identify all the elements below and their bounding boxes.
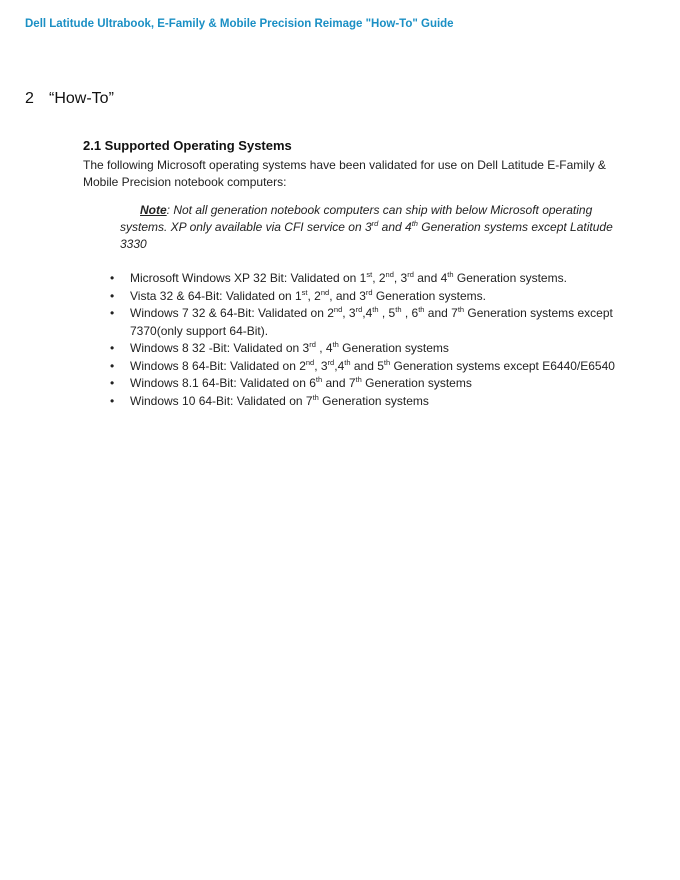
ordinal-superscript: nd bbox=[305, 357, 315, 367]
note-paragraph bbox=[120, 202, 640, 253]
os-item-text: Vista 32 & 64-Bit: Validated on 1 bbox=[130, 288, 302, 303]
chapter-title: “How-To” bbox=[49, 90, 114, 107]
os-item-text: Generation systems. bbox=[372, 288, 486, 303]
ordinal-superscript: th bbox=[312, 392, 319, 402]
note-text: Generation systems except Latitude 3330 bbox=[120, 220, 613, 251]
os-item-text: and 7 bbox=[322, 376, 356, 390]
os-item-text: Windows 10 64-Bit: Validated on 7 bbox=[130, 393, 313, 408]
section-intro: The following Microsoft operating systems have been validated for use on Dell Latitude E-Family & Mobile Precision notebook computers: bbox=[83, 158, 606, 189]
os-item-text: Generation systems except E6440/E6540 bbox=[390, 358, 615, 373]
bullet-icon: • bbox=[110, 271, 115, 285]
os-item-text: , 5 bbox=[378, 306, 396, 320]
ordinal-superscript: rd bbox=[355, 305, 363, 314]
ordinal-superscript: rd bbox=[407, 270, 414, 279]
supported-os-list bbox=[108, 270, 648, 410]
note-superscript: th bbox=[411, 219, 418, 228]
note-superscript: rd bbox=[371, 219, 379, 228]
ordinal-superscript: rd bbox=[327, 357, 335, 367]
os-item-text: , 3 bbox=[342, 306, 356, 320]
os-item-text: , 3 bbox=[314, 358, 328, 373]
ordinal-superscript: th bbox=[355, 375, 362, 384]
os-item-text: , 2 bbox=[372, 271, 386, 285]
ordinal-superscript: th bbox=[344, 357, 351, 367]
os-item-text: Generation systems except 7370(only support 64-Bit). bbox=[130, 306, 613, 338]
os-list-item bbox=[108, 288, 648, 306]
os-list-item bbox=[108, 270, 648, 288]
os-item-text: Windows 8 32 -Bit: Validated on 3 bbox=[130, 341, 310, 355]
ordinal-superscript: rd bbox=[365, 287, 373, 297]
ordinal-superscript: th bbox=[372, 305, 379, 314]
os-item-text: , 3 bbox=[393, 271, 408, 285]
bullet-icon: • bbox=[110, 306, 115, 320]
ordinal-superscript: th bbox=[447, 270, 454, 279]
os-item-text: , 6 bbox=[401, 306, 419, 320]
os-item-text: , and 3 bbox=[329, 288, 366, 303]
document-header-title: Dell Latitude Ultrabook, E-Family & Mobile Precision Reimage "How-To" Guide bbox=[25, 18, 454, 30]
os-item-text: , 2 bbox=[307, 288, 321, 303]
ordinal-superscript: st bbox=[301, 287, 308, 297]
chapter-number: 2 bbox=[25, 90, 34, 107]
note-label: Note bbox=[140, 203, 167, 217]
os-item-text: and 7 bbox=[424, 306, 458, 320]
ordinal-superscript: th bbox=[418, 305, 425, 314]
note-text: and 4 bbox=[378, 220, 412, 234]
bullet-icon: • bbox=[110, 358, 115, 373]
ordinal-superscript: th bbox=[315, 375, 323, 384]
bullet-icon: • bbox=[110, 376, 115, 390]
os-item-text: Generation systems. bbox=[453, 271, 567, 285]
os-item-text: Generation systems bbox=[338, 341, 449, 355]
ordinal-superscript: th bbox=[395, 305, 402, 314]
ordinal-superscript: st bbox=[366, 270, 373, 279]
os-item-text: Windows 8 64-Bit: Validated on 2 bbox=[130, 358, 306, 373]
bullet-icon: • bbox=[110, 393, 115, 408]
os-item-text: and 4 bbox=[413, 271, 448, 285]
os-item-text: Microsoft Windows XP 32 Bit: Validated on 1 bbox=[130, 271, 367, 285]
os-item-text: ,4 bbox=[334, 358, 345, 373]
os-item-text: Generation systems bbox=[361, 376, 472, 390]
os-list-item bbox=[108, 340, 648, 358]
os-item-text: and 5 bbox=[350, 358, 384, 373]
os-list-item bbox=[108, 305, 648, 340]
os-item-text: Generation systems bbox=[318, 393, 429, 408]
os-list-item bbox=[108, 358, 648, 376]
section-heading: 2.1 Supported Operating Systems bbox=[83, 138, 292, 153]
ordinal-superscript: th bbox=[457, 305, 465, 314]
bullet-icon: • bbox=[110, 288, 115, 303]
note-text: : Not all generation notebook computers can ship with below Microsoft operating systems. XP only available via CFI service on 3 bbox=[120, 203, 593, 234]
os-item-text: , 4 bbox=[315, 341, 333, 355]
ordinal-superscript: th bbox=[383, 357, 391, 367]
os-item-text: ,4 bbox=[362, 306, 373, 320]
ordinal-superscript: nd bbox=[320, 287, 330, 297]
os-list-item bbox=[108, 375, 648, 393]
bullet-icon: • bbox=[110, 341, 115, 355]
os-list-item bbox=[108, 393, 648, 411]
os-item-text: Windows 8.1 64-Bit: Validated on 6 bbox=[130, 376, 316, 390]
os-item-text: Windows 7 32 & 64-Bit: Validated on 2 bbox=[130, 306, 334, 320]
ordinal-superscript: rd bbox=[309, 340, 316, 349]
chapter-heading bbox=[25, 90, 114, 108]
ordinal-superscript: nd bbox=[333, 305, 343, 314]
ordinal-superscript: nd bbox=[385, 270, 394, 279]
ordinal-superscript: th bbox=[332, 340, 339, 349]
